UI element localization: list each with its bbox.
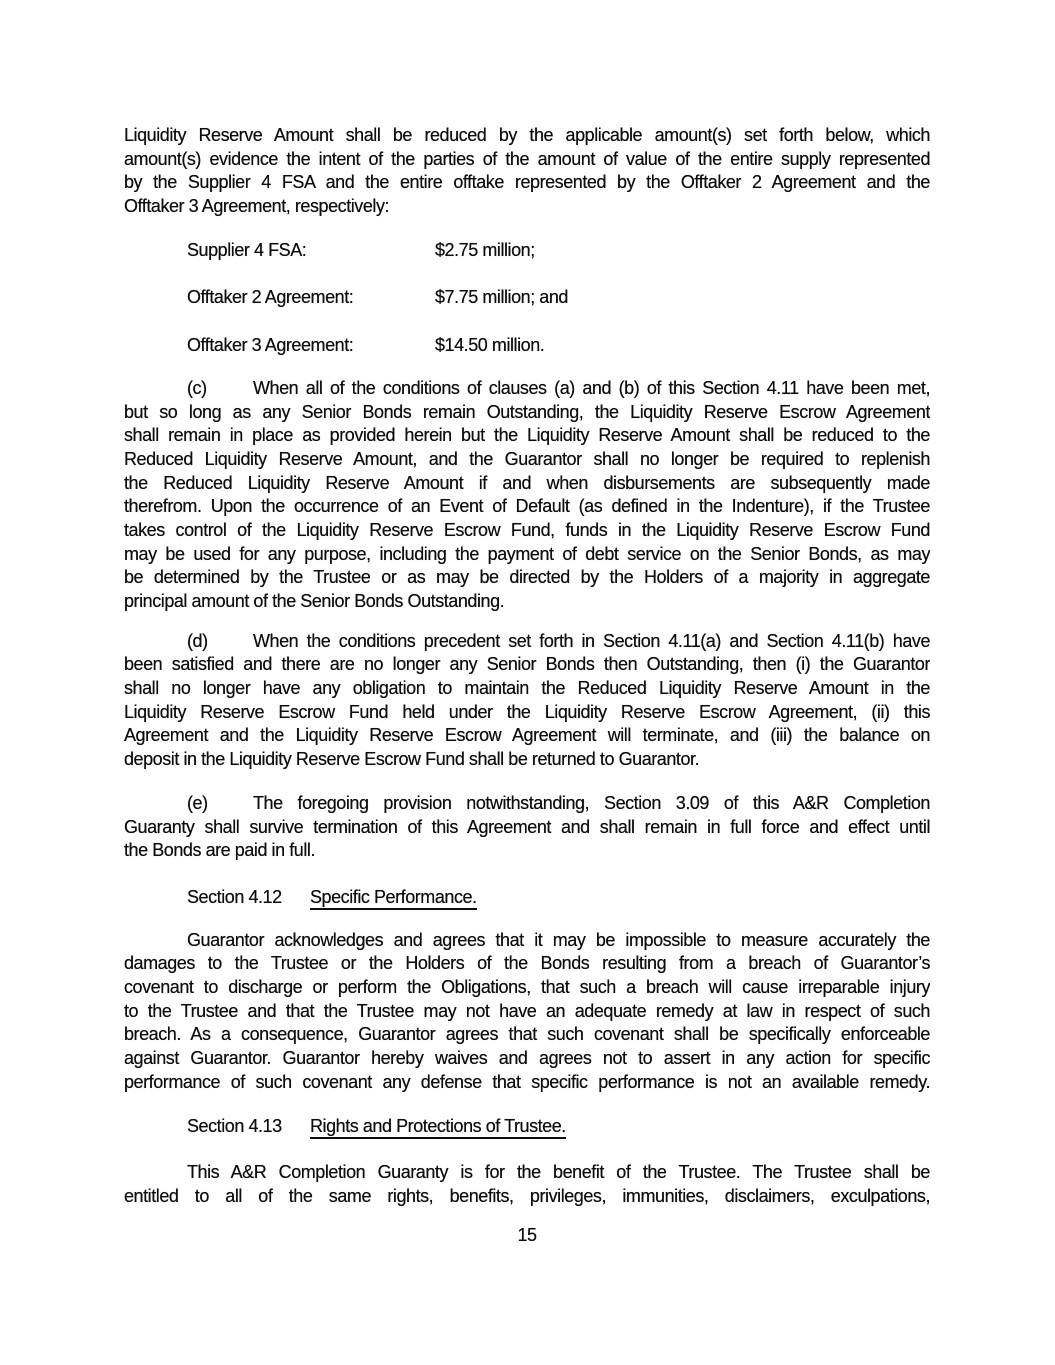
- text-line: covenant to discharge or perform the Obligations, that such a breach will cause irreparable injury: [124, 976, 930, 997]
- text-line: takes control of the Liquidity Reserve Escrow Fund, funds in the Liquidity Reserve Escrow Fund: [124, 519, 930, 540]
- schedule-value: $7.75 million; and: [435, 287, 568, 308]
- text-line: been satisfied and there are no longer any Senior Bonds then Outstanding, then (i) the Guarantor: [124, 654, 930, 675]
- text-line: Liquidity Reserve Escrow Fund held under the Liquidity Reserve Escrow Agreement, (ii) this: [124, 701, 930, 722]
- text-line: be determined by the Trustee or as may be directed by the Holders of a majority in aggregate: [124, 567, 930, 588]
- paragraph-intro: [124, 124, 930, 219]
- text-line: shall no longer have any obligation to maintain the Reduced Liquidity Reserve Amount in the: [124, 678, 930, 699]
- schedule-row-offtaker-2: [124, 286, 930, 310]
- text-line: by the Supplier 4 FSA and the entire offtake represented by the Offtaker 2 Agreement and the: [124, 172, 930, 193]
- text-line: the Bonds are paid in full.: [124, 840, 315, 861]
- text-run: When the conditions precedent set forth in Section 4.11(a) and Section 4.11(b) have: [253, 630, 930, 651]
- schedule-value: $14.50 million.: [435, 335, 545, 356]
- paragraph-marker: (e): [187, 792, 208, 813]
- text-run: The foregoing provision notwithstanding, Section 3.09 of this A&R Completion: [253, 792, 930, 813]
- paragraph-c: [124, 377, 930, 614]
- paragraph-rights-of-trustee: [124, 1161, 930, 1208]
- paragraph-e: [124, 792, 930, 863]
- text-line: This A&R Completion Guaranty is for the benefit of the Trustee. The Trustee shall be: [187, 1162, 930, 1183]
- paragraph-marker: (d): [187, 630, 208, 651]
- paragraph-specific-performance: [124, 929, 930, 1095]
- schedule-row-offtaker-3: [124, 334, 930, 358]
- text-line: performance of such covenant any defense that specific performance is not an available remedy.: [124, 1071, 930, 1092]
- text-line: Liquidity Reserve Amount shall be reduced by the applicable amount(s) set forth below, which: [124, 125, 930, 145]
- schedule-label: Supplier 4 FSA:: [187, 239, 307, 260]
- text-line: but so long as any Senior Bonds remain Outstanding, the Liquidity Reserve Escrow Agreement: [124, 401, 930, 422]
- text-line: shall remain in place as provided herein but the Liquidity Reserve Amount shall be reduced to the: [124, 425, 930, 446]
- text-run: When all of the conditions of clauses (a) and (b) of this Section 4.11 have been met,: [253, 377, 930, 398]
- section-number: Section 4.13: [187, 1116, 282, 1137]
- section-number: Section 4.12: [187, 886, 282, 907]
- text-line: Guarantor acknowledges and agrees that it may be impossible to measure accurately the: [187, 929, 930, 950]
- schedule-value: $2.75 million;: [435, 239, 535, 260]
- fee-schedule: [124, 239, 930, 358]
- text-line: damages to the Trustee or the Holders of the Bonds resulting from a breach of Guarantor’s: [124, 953, 930, 974]
- text-line: Guaranty shall survive termination of this Agreement and shall remain in full force and effect until: [124, 816, 930, 837]
- text-line: amount(s) evidence the intent of the parties of the amount of value of the entire supply represented: [124, 148, 930, 169]
- text-line: deposit in the Liquidity Reserve Escrow Fund shall be returned to Guarantor.: [124, 749, 700, 770]
- section-title: Specific Performance.: [310, 887, 477, 910]
- page-number: 15: [517, 1225, 537, 1246]
- text-line: entitled to all of the same rights, benefits, privileges, immunities, disclaimers, exculpations,: [124, 1185, 930, 1206]
- text-line: breach. As a consequence, Guarantor agrees that such covenant shall be specifically enforceable: [124, 1024, 930, 1045]
- text-line: [124, 377, 930, 401]
- text-line: against Guarantor. Guarantor hereby waives and agrees not to assert in any action for specific: [124, 1048, 930, 1068]
- text-line: Reduced Liquidity Reserve Amount, and the Guarantor shall no longer be required to replenish: [124, 448, 930, 469]
- schedule-label: Offtaker 2 Agreement:: [187, 287, 354, 308]
- text-line: therefrom. Upon the occurrence of an Event of Default (as defined in the Indenture), if the Trustee: [124, 496, 930, 517]
- text-line: Agreement and the Liquidity Reserve Escrow Agreement will terminate, and (iii) the balance on: [124, 725, 930, 746]
- schedule-row-supplier-4-fsa: [124, 239, 930, 263]
- text-line: may be used for any purpose, including the payment of debt service on the Senior Bonds, as may: [124, 543, 930, 564]
- text-line: Offtaker 3 Agreement, respectively:: [124, 196, 390, 217]
- section-heading-4-12: [124, 886, 930, 910]
- paragraph-d: [124, 630, 930, 772]
- schedule-label: Offtaker 3 Agreement:: [187, 335, 354, 356]
- section-title: Rights and Protections of Trustee.: [310, 1116, 566, 1139]
- text-line: principal amount of the Senior Bonds Outstanding.: [124, 591, 505, 611]
- paragraph-marker: (c): [187, 377, 207, 398]
- text-line: the Reduced Liquidity Reserve Amount if and when disbursements are subsequently made: [124, 472, 930, 493]
- text-line: [124, 630, 930, 654]
- text-line: to the Trustee and that the Trustee may not have an adequate remedy at law in respect of such: [124, 1000, 930, 1021]
- section-heading-4-13: [124, 1115, 930, 1139]
- text-line: [124, 792, 930, 816]
